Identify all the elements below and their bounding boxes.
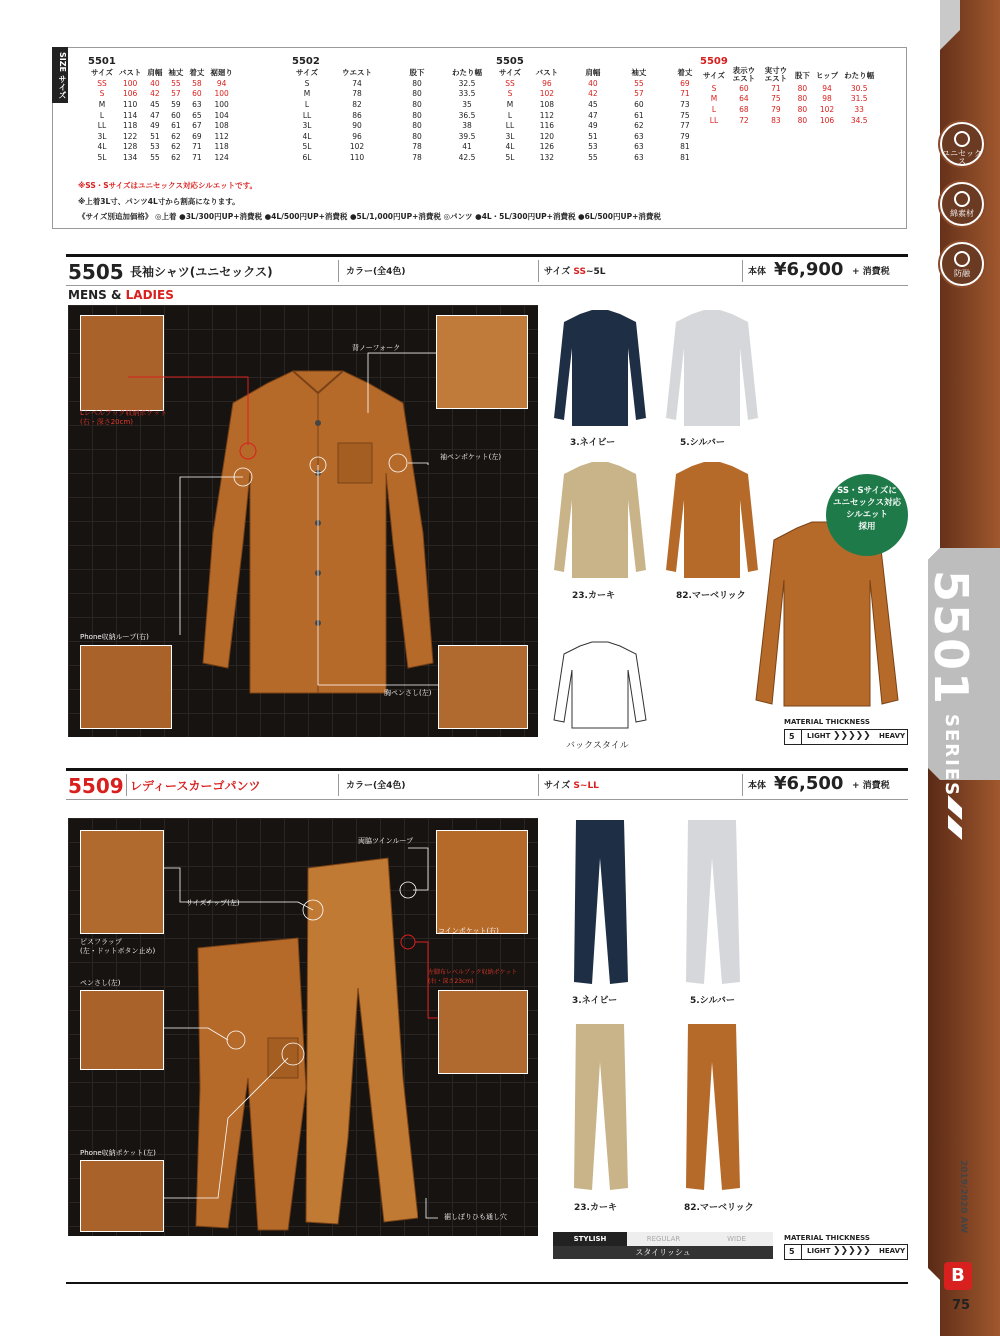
pants-silver-image xyxy=(682,818,742,986)
price-label: 本体 xyxy=(748,781,767,791)
fit-stylish-jp: スタイリッシュ xyxy=(553,1246,773,1259)
fit-wide: WIDE xyxy=(700,1232,773,1246)
callout-level-book-pocket: Lレベルブック収納ポケット (右・深さ20cm) xyxy=(80,409,168,426)
pants-khaki-image xyxy=(570,1022,630,1192)
color-count: カラー(全4色) xyxy=(346,781,406,791)
size-table-5509: 5509 サイズ 表示ウエスト 実寸ウエスト 股下 ヒップ わたり幅 S 60 71 80 94 30.5 M 64 75 80 98 31.5 L 68 79 80 102 33 LL 72 83 80 106 34.5 xyxy=(700,56,875,125)
back-style-caption: バックスタイル xyxy=(566,741,629,751)
material-thickness-bar: 5 LIGHT ❯❯❯❯❯ HEAVY xyxy=(784,729,908,745)
size-note-unisex: ※SS・Sサイズはユニセックス対応シルエットです。 xyxy=(78,181,258,190)
pants-caption-brown: 82.マーベリック xyxy=(684,1203,754,1213)
footer-rule xyxy=(66,1282,908,1284)
callout-size-tip: サイズチップ(左) xyxy=(186,899,240,907)
size-label: SIZE サイズ xyxy=(52,47,68,103)
shirt-navy-image xyxy=(552,308,648,428)
size-table-5505: 5505 サイズ バスト 肩幅 袖丈 着丈 SS 96 40 55 69 S 102 42 57 71 M 108 45 60 73 L 112 47 61 75 LL 116 49 62 77 3L 120 51 63 79 4L 126 53 63 81 5L 132 55 63 81 xyxy=(496,56,693,162)
tax-label: + 消費税 xyxy=(852,267,890,277)
size-note-additional: 《サイズ別追加価格》 ◎上着 ●3L/300円UP+消費税 ●4L/500円UP+消費税 ●5L/1,000円UP+消費税 ◎パンツ ●4L・5L/300円UP+消費税 ●6L/500円UP+消費税 xyxy=(78,212,661,221)
unisex-icon: ユニセックス xyxy=(940,122,984,166)
callout-phone-pocket: Phone収納ポケット(左) xyxy=(80,1149,156,1157)
pants-caption-navy: 3.ネイビー xyxy=(572,996,618,1006)
season-label: 2019/2020 AW xyxy=(958,1160,968,1234)
callout-hem-cord: 裾しぼりひも通し穴 xyxy=(444,1213,507,1221)
pants-navy-image xyxy=(570,818,630,986)
flame-retardant-icon: 防融 xyxy=(940,242,984,286)
callout-chest-pen: 胸ペンさし(左) xyxy=(384,689,432,697)
size-range: サイズ SS~5L xyxy=(544,267,606,277)
gender-label: MENS & LADIES xyxy=(68,288,174,302)
product-5505-header xyxy=(66,258,908,286)
product-name: レディースカーゴパンツ xyxy=(130,779,261,793)
color-caption-khaki: 23.カーキ xyxy=(572,591,615,601)
product-code: 5505 xyxy=(68,260,124,284)
cotton-icon: 綿素材 xyxy=(940,182,984,226)
color-count: カラー(全4色) xyxy=(346,267,406,277)
fit-regular: REGULAR xyxy=(627,1232,700,1246)
color-caption-silver: 5.シルバー xyxy=(680,438,725,448)
fit-stylish: STYLISH xyxy=(553,1232,627,1246)
price-label: 本体 xyxy=(748,267,767,277)
unisex-badge: SS・Sサイズに ユニセックス対応 シルエット 採用 xyxy=(826,474,908,556)
shirt-brown-image xyxy=(664,460,760,580)
size-table-5502: 5502 サイズ ウエスト 股下 わたり幅 S 74 80 32.5 M 78 80 33.5 L 82 80 35 LL 86 80 36.5 3L 90 80 38 4L 96 80 39.5 5L 102 78 41 6L 110 78 42.5 xyxy=(292,56,482,162)
shirt-khaki-image xyxy=(552,460,648,580)
pants-caption-silver: 5.シルバー xyxy=(690,996,735,1006)
color-caption-brown: 82.マーベリック xyxy=(676,591,746,601)
shirt-silver-image xyxy=(664,308,760,428)
color-caption-navy: 3.ネイビー xyxy=(570,438,616,448)
price: ¥6,900 xyxy=(774,259,844,280)
callout-pis-flap: ピスフラップ (左・ドットボタン止め) xyxy=(80,938,156,955)
material-thickness-label: MATERIAL THICKNESS xyxy=(784,718,870,726)
size-table-5501: 5501 サイズ バスト 肩幅 袖丈 着丈 裾廻り SS 100 40 55 58 94 S 106 42 57 60 100 M 110 45 59 63 100 L 114 47 60 65 104 LL 118 49 61 67 108 3L 122 51 62 69 112 4L 128 53 62 71 118 5L 134 55 62 71 124 xyxy=(88,56,233,162)
material-thickness-label: MATERIAL THICKNESS xyxy=(784,1234,870,1242)
tax-label: + 消費税 xyxy=(852,781,890,791)
price: ¥6,500 xyxy=(774,773,844,794)
brand-logo: B xyxy=(944,1262,972,1290)
size-note-price: ※上着3L寸、パンツ4L寸から割高になります。 xyxy=(78,197,240,206)
product-name: 長袖シャツ(ユニセックス) xyxy=(130,265,273,279)
pants-brown-image xyxy=(682,1022,742,1192)
pants-photo-panel xyxy=(68,818,538,1236)
callout-sleeve-pen-pocket: 袖ペンポケット(左) xyxy=(440,453,502,461)
pants-caption-khaki: 23.カーキ xyxy=(574,1203,617,1213)
page-number: 75 xyxy=(952,1298,971,1313)
callout-phone-loop: Phone収納ループ(右) xyxy=(80,633,149,641)
callout-twin-loop: 両脇ツインループ xyxy=(358,837,414,845)
callout-back-norfolk: 背ノーフォーク xyxy=(352,344,401,352)
shirt-photo-panel xyxy=(68,305,538,737)
callout-coin-pocket: コインポケット(右) xyxy=(438,927,499,935)
callout-pen-holder: ペンさし(左) xyxy=(80,979,121,987)
callout-level-book-pocket: 左脚布レベルブック収納ポケット (右・深さ23cm) xyxy=(428,969,518,985)
fit-style-bar xyxy=(553,1232,773,1260)
material-thickness-bar: 5 LIGHT ❯❯❯❯❯ HEAVY xyxy=(784,1244,908,1260)
series-label: 5501SERIES xyxy=(924,570,978,798)
callout-lines xyxy=(68,305,538,737)
product-code: 5509 xyxy=(68,774,124,798)
size-range: サイズ S~LL xyxy=(544,781,599,791)
product-5509-header xyxy=(66,772,908,800)
shirt-back-sketch xyxy=(552,640,652,730)
callout-lines xyxy=(68,818,538,1236)
